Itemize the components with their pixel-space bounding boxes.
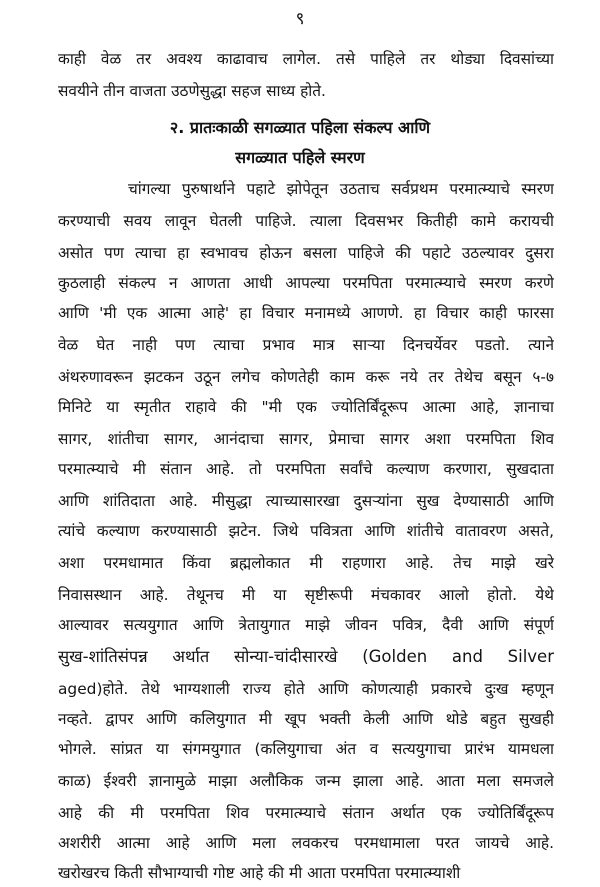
section-heading-line: सगळ्यात पहिले स्मरण xyxy=(235,148,365,167)
paragraph-line: आल्यावर सत्ययुगात आणि त्रेतायुगात माझे जीवन पवित्र, दैवी आणि संपूर्ण xyxy=(58,616,554,634)
paragraph-line: सुख-शांतिसंपन्न अर्थात सोन्या-चांदीसारखे (Golden and Silver xyxy=(58,647,554,666)
paragraph-line: नव्हते. द्वापर आणि कलियुगात मी खूप भक्ती केली आणि थोडे बहुत सुखही xyxy=(58,710,554,728)
paragraph-line: आणि शांतिदाता आहे. मीसुद्धा त्याच्यासारखा दुसऱ्यांना सुख देण्यासाठी आणि xyxy=(58,492,554,510)
paragraph-line: असोत पण त्याचा हा स्वभावच होऊन बसला पाहिजे की पहाटे उठल्यावर दुसरा xyxy=(58,244,554,262)
paragraph-line: अंथरुणावरून झटकन उठून लगेच कोणतेही काम करू नये तर तेथेच बसून ५-७ xyxy=(58,368,554,386)
paragraph-first-line: चांगल्या पुरुषार्थाने पहाटे झोपेतून उठताच सर्वप्रथम परमात्म्याचे स्मरण xyxy=(128,180,554,198)
paragraph-line: aged)होते. तेथे भाग्यशाली राज्य होते आणि कोणत्याही प्रकारचे दुःख म्हणून xyxy=(58,680,554,698)
paragraph-line: अशा परमधामात किंवा ब्रह्मलोकात मी राहणारा आहे. तेच माझे खरे xyxy=(58,554,554,572)
paragraph-line: आहे की मी परमपिता शिव परमात्म्याचे संतान अर्थात एक ज्योतिर्बिंदूरूप xyxy=(58,804,554,822)
paragraph-line: काळ) ईश्वरी ज्ञानामुळे माझा अलौकिक जन्म झाला आहे. आता मला समजले xyxy=(58,772,554,790)
paragraph-line: भोगले. सांप्रत या संगमयुगात (कलियुगाचा अंत व सत्ययुगाचा प्रारंभ यामधला xyxy=(58,740,554,758)
intro-line: काही वेळ तर अवश्य काढावाच लागेल. तसे पाहिले तर थोड्या दिवसांच्या xyxy=(58,50,554,68)
paragraph-line: खरोखरच किती सौभाग्याची गोष्ट आहे की मी आता परमपिता परमात्म्याशी xyxy=(58,864,461,882)
paragraph-line: मिनिटे या स्मृतीत राहावे की "मी एक ज्योतिर्बिंदूरूप आत्मा आहे, ज्ञानाचा xyxy=(58,398,554,416)
paragraph-line: आणि 'मी एक आत्मा आहे' हा विचार मनामध्ये आणणे. हा विचार काही फारसा xyxy=(58,304,554,322)
paragraph-line: अशरीरी आत्मा आहे आणि मला लवकरच परमधामाला परत जायचे आहे. xyxy=(58,834,554,852)
paragraph-line: सागर, शांतीचा सागर, आनंदाचा सागर, प्रेमाचा सागर अशा परमपिता शिव xyxy=(58,430,554,448)
paragraph-line: वेळ घेत नाही पण त्याचा प्रभाव मात्र साऱ्या दिनचर्येवर पडतो. त्याने xyxy=(58,336,554,354)
paragraph-line: परमात्म्याचे मी संतान आहे. तो परमपिता सर्वांचे कल्याण करणारा, सुखदाता xyxy=(58,460,554,478)
page-number: ९ xyxy=(295,9,305,29)
paragraph-line: कुठलाही संकल्प न आणता आधी आपल्या परमपिता परमात्म्याचे स्मरण करणे xyxy=(58,274,554,292)
intro-line: सवयीने तीन वाजता उठणेसुद्धा सहज साध्य होते. xyxy=(58,82,326,100)
paragraph-line: करण्याची सवय लावून घेतली पाहिजे. त्याला दिवसभर कितीही कामे करायची xyxy=(58,212,554,230)
paragraph-line: निवासस्थान आहे. तेथूनच मी या सृष्टीरूपी मंचकावर आलो होतो. येथे xyxy=(58,586,554,604)
section-heading-line: २. प्रातःकाळी सगळ्यात पहिला संकल्प आणि xyxy=(169,118,431,137)
paragraph-line: त्यांचे कल्याण करण्यासाठी झटेन. जिथे पवित्रता आणि शांतीचे वातावरण असते, xyxy=(58,522,554,540)
